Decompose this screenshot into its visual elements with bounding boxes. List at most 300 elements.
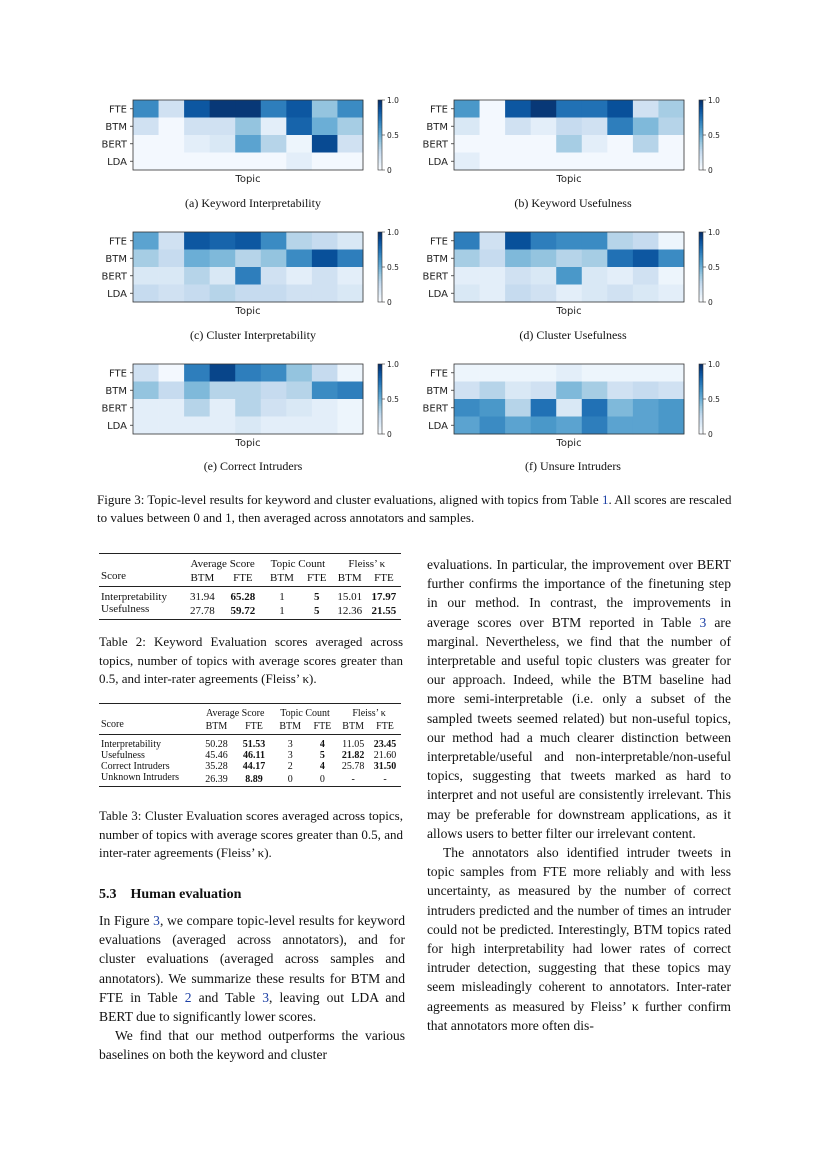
subfig-caption-f: (f) Unsure Intruders (525, 459, 621, 473)
colorbar-segment (378, 378, 382, 380)
heatmap-row-label: BTM (426, 253, 448, 265)
colorbar-segment (699, 410, 703, 412)
table-ref-link[interactable]: 3 (262, 989, 270, 1005)
heatmap-cell (337, 232, 363, 250)
colorbar-segment (378, 239, 382, 241)
heatmap-cell (286, 364, 312, 382)
colorbar-tick-label: 0 (708, 166, 713, 175)
colorbar-segment (378, 160, 382, 162)
heatmap-cell (159, 100, 185, 118)
table-row (99, 772, 401, 787)
colorbar-segment (378, 274, 382, 276)
colorbar-segment (378, 116, 382, 118)
table-row (99, 735, 401, 751)
heatmap-cell (210, 100, 236, 118)
heatmap-cell (480, 364, 506, 382)
section-title: Human evaluation (130, 887, 242, 902)
colorbar-segment (699, 258, 703, 260)
colorbar-segment (378, 290, 382, 292)
colorbar-segment (699, 366, 703, 368)
colorbar-segment (699, 153, 703, 155)
heatmap-correct-intruders (97, 359, 417, 474)
heatmap-cell (286, 232, 312, 250)
heatmap-cell (337, 417, 363, 435)
heatmap-cell (210, 267, 236, 285)
colorbar-segment (378, 135, 382, 137)
heatmap-cell (261, 399, 287, 417)
heatmap-row-label: BERT (422, 271, 448, 283)
heatmap-cell (556, 100, 582, 118)
colorbar-segment (699, 114, 703, 116)
table3-col-header: BTM (205, 721, 228, 732)
heatmap-svg (418, 359, 738, 459)
colorbar-segment (378, 255, 382, 257)
colorbar-segment (378, 114, 382, 116)
heatmap-cell (159, 399, 185, 417)
heatmap-cell (480, 118, 506, 136)
heatmap-row-label: LDA (107, 420, 127, 432)
heatmap-svg (97, 95, 417, 195)
table3-group-header: Average Score (198, 704, 273, 720)
colorbar-segment (699, 394, 703, 396)
heatmap-cell (658, 364, 684, 382)
table-ref-link[interactable]: 2 (184, 989, 192, 1005)
heatmap-cell (337, 267, 363, 285)
colorbar-segment (378, 111, 382, 113)
colorbar-segment (378, 167, 382, 169)
colorbar-segment (378, 236, 382, 238)
table-3 (99, 703, 401, 787)
colorbar-segment (699, 404, 703, 406)
colorbar-segment (699, 385, 703, 387)
heatmap-svg (97, 359, 417, 459)
heatmap-cell (235, 153, 261, 171)
colorbar-segment (378, 253, 382, 255)
colorbar-segment (699, 255, 703, 257)
colorbar-segment (378, 154, 382, 156)
colorbar-segment (699, 160, 703, 162)
heatmap-cell (505, 135, 531, 153)
heatmap-cell (286, 100, 312, 118)
section-heading (99, 887, 241, 903)
colorbar-segment (378, 364, 382, 366)
heatmap-cell (312, 135, 338, 153)
colorbar-segment (699, 413, 703, 415)
colorbar-segment (378, 146, 382, 148)
colorbar-segment (699, 248, 703, 250)
heatmap-cell (210, 399, 236, 417)
heatmap-cell (159, 267, 185, 285)
heatmap-cell (582, 100, 608, 118)
heatmap-cell (454, 382, 480, 400)
colorbar-segment (699, 422, 703, 424)
colorbar-segment (378, 140, 382, 142)
heatmap-cell (261, 285, 287, 303)
colorbar-segment (699, 373, 703, 375)
colorbar-segment (699, 375, 703, 377)
heatmap-cell (235, 382, 261, 400)
colorbar-segment (378, 369, 382, 371)
heatmap-cell (337, 118, 363, 136)
heatmap-cell (454, 250, 480, 268)
heatmap-cell (658, 153, 684, 171)
colorbar-segment (378, 257, 382, 259)
colorbar-segment (699, 237, 703, 239)
heatmap-row-label: FTE (429, 368, 448, 380)
heatmap-cell (454, 417, 480, 435)
heatmap-x-label: Topic (556, 438, 582, 449)
heatmap-cell (582, 250, 608, 268)
heatmap-cell (658, 135, 684, 153)
colorbar-segment (699, 371, 703, 373)
colorbar-segment (699, 232, 703, 234)
heatmap-cell (184, 382, 210, 400)
colorbar-segment (699, 271, 703, 273)
colorbar-segment (378, 107, 382, 109)
heatmap-cell (286, 382, 312, 400)
table3-cell: 0 (273, 772, 308, 787)
heatmap-cell (607, 382, 633, 400)
table2-group-header: Topic Count (263, 554, 333, 571)
heatmap-cell (235, 100, 261, 118)
heatmap-cell (184, 364, 210, 382)
colorbar-segment (699, 276, 703, 278)
colorbar-segment (699, 100, 703, 102)
heatmap-row-label: FTE (429, 236, 448, 248)
heatmap-cell (633, 417, 659, 435)
colorbar-segment (378, 415, 382, 417)
heatmap-cell (505, 118, 531, 136)
heatmap-cell (607, 153, 633, 171)
heatmap-cell (582, 364, 608, 382)
colorbar-segment (699, 399, 703, 401)
table-2 (99, 553, 401, 620)
heatmap-cell (505, 267, 531, 285)
colorbar-tick-label: 0.5 (708, 263, 720, 272)
heatmap-cell (633, 232, 659, 250)
subfig-caption-c: (c) Cluster Interpretability (190, 328, 316, 342)
heatmap-svg (97, 227, 417, 327)
figure-ref-link[interactable]: 3 (153, 913, 160, 928)
table3-cell: 26.39 (198, 772, 236, 787)
colorbar-segment (699, 105, 703, 107)
table3-col-header: BTM (342, 721, 364, 732)
colorbar-segment (378, 397, 382, 399)
heatmap-cell (556, 250, 582, 268)
heatmap-cell (505, 285, 531, 303)
heatmap-row-label: LDA (107, 156, 127, 168)
table-ref-link[interactable]: 1 (601, 492, 609, 507)
colorbar-segment (378, 119, 382, 121)
colorbar-segment (699, 132, 703, 134)
heatmap-cell (480, 267, 506, 285)
heatmap-cell (607, 267, 633, 285)
heatmap-row-label: BTM (426, 385, 448, 397)
subfig-caption-d: (d) Cluster Usefulness (519, 328, 627, 342)
heatmap-cell (531, 417, 557, 435)
colorbar-segment (378, 406, 382, 408)
heatmap-keyword-usefulness (418, 95, 738, 210)
colorbar-segment (378, 295, 382, 297)
colorbar-segment (699, 427, 703, 429)
colorbar-segment (699, 285, 703, 287)
table3-cell: 51.53 (235, 735, 273, 751)
table3-cell: 46.11 (243, 750, 265, 761)
heatmap-cell (505, 399, 531, 417)
colorbar-segment (378, 288, 382, 290)
colorbar-segment (378, 156, 382, 158)
table2-cell: 5 (301, 603, 333, 620)
heatmap-cell (658, 399, 684, 417)
colorbar-segment (699, 380, 703, 382)
table2-cell: 5 (301, 587, 333, 604)
heatmap-cell (454, 153, 480, 171)
heatmap-cell (286, 250, 312, 268)
colorbar-segment (699, 158, 703, 160)
heatmap-cell (210, 118, 236, 136)
colorbar-segment (378, 132, 382, 134)
heatmap-cell (556, 399, 582, 417)
colorbar-segment (378, 271, 382, 273)
heatmap-cell (159, 250, 185, 268)
colorbar-segment (378, 125, 382, 127)
colorbar-segment (378, 153, 382, 155)
colorbar-segment (699, 420, 703, 422)
table3-cell: 50.28 (198, 735, 236, 751)
colorbar-segment (378, 411, 382, 413)
colorbar-tick-label: 0.5 (708, 395, 720, 404)
heatmap-cell (159, 232, 185, 250)
table3-col-header: FTE (376, 721, 394, 732)
colorbar-segment (699, 102, 703, 104)
table-row (99, 761, 401, 772)
colorbar-segment (699, 382, 703, 384)
table2-cell: 12.36 (333, 603, 367, 620)
table-row (99, 603, 401, 620)
heatmap-cell (235, 364, 261, 382)
heatmap-cell (261, 135, 287, 153)
table-ref-link[interactable]: 3 (699, 614, 707, 630)
colorbar-segment (699, 262, 703, 264)
colorbar-tick-label: 0.5 (387, 395, 399, 404)
heatmap-cell (210, 382, 236, 400)
subfig-caption-b: (b) Keyword Usefulness (514, 196, 632, 210)
heatmap-cell (454, 285, 480, 303)
table2-caption: Table 2: Keyword Evaluation scores averaged across topics, number of topics with average scores greater than 0.5, and inter-rater agreements (Fleiss’ κ). (99, 634, 403, 686)
colorbar-segment (699, 116, 703, 118)
heatmap-cell (480, 232, 506, 250)
colorbar-segment (699, 137, 703, 139)
colorbar-segment (378, 387, 382, 389)
heatmap-cell (556, 232, 582, 250)
colorbar-segment (699, 278, 703, 280)
colorbar-segment (699, 368, 703, 370)
colorbar-segment (699, 146, 703, 148)
colorbar-segment (699, 418, 703, 420)
colorbar-segment (699, 243, 703, 245)
heatmap-svg (418, 95, 738, 195)
heatmap-cell (607, 285, 633, 303)
colorbar-segment (699, 133, 703, 135)
colorbar-segment (699, 246, 703, 248)
colorbar-segment (378, 394, 382, 396)
heatmap-cell (184, 417, 210, 435)
heatmap-cell (184, 399, 210, 417)
colorbar-segment (378, 403, 382, 405)
colorbar-segment (378, 293, 382, 295)
colorbar-segment (378, 404, 382, 406)
heatmap-cell (454, 232, 480, 250)
colorbar-segment (378, 376, 382, 378)
table2-group-header: Average Score (182, 554, 263, 571)
table2-cell: 1 (263, 603, 301, 620)
colorbar-segment (378, 292, 382, 294)
colorbar-segment (699, 429, 703, 431)
heatmap-cell (454, 135, 480, 153)
heatmap-cell (286, 267, 312, 285)
table3-cell: 11.05 (337, 735, 369, 751)
colorbar-segment (699, 260, 703, 262)
colorbar-segment (378, 123, 382, 125)
heatmap-cell (607, 250, 633, 268)
heatmap-cell (286, 417, 312, 435)
heatmap-cell (337, 285, 363, 303)
colorbar-segment (378, 382, 382, 384)
heatmap-cell (235, 250, 261, 268)
heatmap-cell (261, 118, 287, 136)
colorbar-segment (699, 295, 703, 297)
colorbar-tick-label: 0.5 (387, 263, 399, 272)
colorbar-segment (699, 109, 703, 111)
colorbar-segment (378, 401, 382, 403)
table3-cell: Usefulness (101, 750, 145, 761)
colorbar-segment (378, 267, 382, 269)
heatmap-cell (159, 364, 185, 382)
colorbar-segment (699, 290, 703, 292)
table2-group-header: Fleiss’ κ (333, 554, 401, 571)
colorbar-segment (699, 151, 703, 153)
colorbar-segment (699, 288, 703, 290)
heatmap-row-label: FTE (108, 368, 127, 380)
heatmap-cell (658, 232, 684, 250)
table3-cell: 3 (273, 735, 308, 751)
colorbar-segment (699, 144, 703, 146)
heatmap-cell (312, 399, 338, 417)
heatmap-row-label: BERT (422, 403, 448, 415)
colorbar-segment (699, 126, 703, 128)
heatmap-cell (133, 135, 159, 153)
heatmap-cell (480, 135, 506, 153)
heatmap-cell (505, 364, 531, 382)
heatmap-cell (480, 382, 506, 400)
colorbar-segment (699, 389, 703, 391)
heatmap-cell (531, 267, 557, 285)
heatmap-row-label: FTE (429, 104, 448, 116)
colorbar-segment (378, 286, 382, 288)
colorbar-tick-label: 0 (387, 166, 392, 175)
colorbar-tick-label: 1.0 (708, 228, 720, 237)
heatmap-cell (312, 232, 338, 250)
heatmap-cell (582, 267, 608, 285)
colorbar-segment (699, 369, 703, 371)
colorbar-tick-label: 0 (387, 430, 392, 439)
colorbar-segment (378, 109, 382, 111)
colorbar-tick-label: 0 (708, 430, 713, 439)
heatmap-cell (480, 399, 506, 417)
colorbar-segment (699, 297, 703, 299)
colorbar-segment (378, 250, 382, 252)
heatmap-cell (633, 267, 659, 285)
colorbar-segment (699, 411, 703, 413)
heatmap-cell (210, 153, 236, 171)
colorbar-segment (378, 133, 382, 135)
table3-cell: 4 (308, 735, 338, 751)
colorbar-segment (378, 283, 382, 285)
colorbar-segment (378, 265, 382, 267)
colorbar-segment (699, 387, 703, 389)
paragraph: The annotators also identified intruder tweets in topic samples from FTE more reliably and with less uncertainty, as measured by the number of correct intruders predicted and the number of times an intruder could not be predicted. Interestingly, BTM topics rated for high interpretability had lower rates of correct intruder detection, suggesting that these topics may seem misleadingly coherent to annotators. Inter-rater agreements as measured by Fleiss’ κ further confirm that annotators more often dis- (427, 845, 731, 1033)
heatmap-cell (184, 100, 210, 118)
heatmap-cell (312, 100, 338, 118)
colorbar-segment (378, 278, 382, 280)
colorbar-segment (378, 399, 382, 401)
table3-cell: 31.50 (373, 761, 397, 772)
heatmap-cell (454, 399, 480, 417)
table3-cell: 21.60 (373, 750, 397, 761)
heatmap-cell (312, 153, 338, 171)
table3-cell: 35.28 (205, 761, 228, 772)
table2-col-header: FTE (306, 572, 327, 584)
heatmap-cell (531, 364, 557, 382)
colorbar-segment (378, 104, 382, 106)
heatmap-cell (556, 118, 582, 136)
heatmap-cell (133, 285, 159, 303)
colorbar-segment (699, 111, 703, 113)
table2-col-header: Score (101, 570, 127, 582)
colorbar-segment (378, 281, 382, 283)
table2-cell: 65.28 (223, 587, 264, 604)
colorbar-tick-label: 1.0 (387, 360, 399, 369)
table3-col-header: FTE (245, 721, 263, 732)
colorbar-segment (699, 281, 703, 283)
colorbar-tick-label: 0 (708, 298, 713, 307)
heatmap-cell (235, 135, 261, 153)
colorbar-segment (699, 417, 703, 419)
heatmap-row-label: FTE (108, 104, 127, 116)
colorbar-segment (378, 366, 382, 368)
colorbar-segment (699, 425, 703, 427)
heatmap-cell (261, 364, 287, 382)
colorbar-segment (378, 408, 382, 410)
heatmap-cell (159, 382, 185, 400)
heatmap-row-label: BTM (105, 253, 127, 265)
colorbar-segment (378, 258, 382, 260)
paragraph: In Figure 3, we compare topic-level results for keyword evaluations (averaged across annotators), and for cluster evaluations (averaged across samples and annotators). We summarize these results for BTM and FTE in Table 2 and Table 3, leaving out LDA and BERT due to significantly lower scores. (99, 913, 405, 1025)
colorbar-segment (378, 279, 382, 281)
heatmap-cell (312, 417, 338, 435)
colorbar-segment (378, 368, 382, 370)
colorbar-segment (699, 279, 703, 281)
colorbar-segment (378, 389, 382, 391)
heatmap-cell (531, 285, 557, 303)
heatmap-cell (582, 232, 608, 250)
colorbar-segment (378, 262, 382, 264)
heatmap-cell (337, 364, 363, 382)
heatmap-cell (286, 118, 312, 136)
heatmap-cell (133, 382, 159, 400)
right-column-text (427, 555, 731, 1035)
heatmap-cell (159, 285, 185, 303)
